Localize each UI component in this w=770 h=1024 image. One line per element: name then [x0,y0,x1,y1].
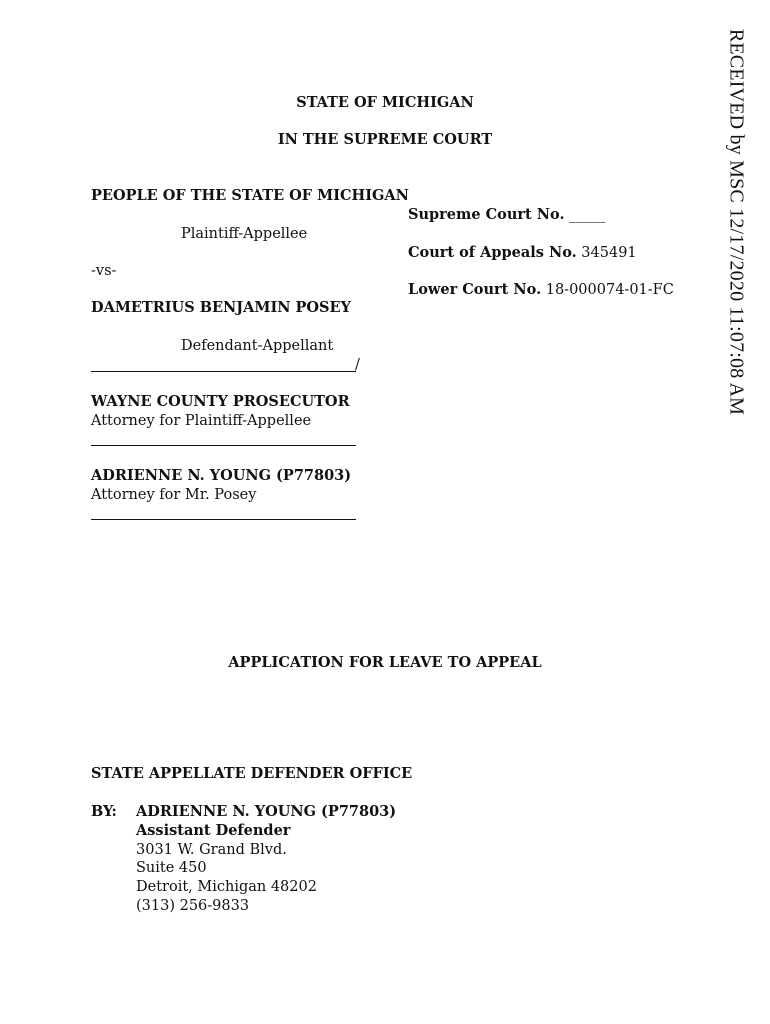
lower-court-number [408,281,674,299]
supreme-court-number [408,206,605,224]
signatory-name: ADRIENNE N. YOUNG (P77803) [136,803,397,820]
supreme-court-number-label: Supreme Court No. [408,206,565,223]
address-line: Suite 450 [136,860,207,876]
address-line: Detroit, Michigan 48202 [136,879,317,895]
defense-attorney-name: ADRIENNE N. YOUNG (P77803) [91,467,352,484]
received-stamp: RECEIVED by MSC 12/17/2020 11:07:08 AM [725,28,748,416]
lower-court-number-label: Lower Court No. [408,281,542,298]
plaintiff-name: PEOPLE OF THE STATE OF MICHIGAN [91,187,409,204]
defendant-name: DAMETRIUS BENJAMIN POSEY [91,299,351,316]
office-name: STATE APPELLATE DEFENDER OFFICE [91,765,413,782]
prosecutor-rule [91,445,356,446]
by-label: BY: [91,803,117,820]
signatory-title: Assistant Defender [136,822,291,839]
court-heading: IN THE SUPREME COURT [277,131,493,148]
phone-number: (313) 256-9833 [136,898,250,914]
address-line: 3031 W. Grand Blvd. [136,842,287,858]
lower-court-number-value: 18-000074-01-FC [545,282,674,298]
prosecutor-name: WAYNE COUNTY PROSECUTOR [91,393,350,410]
court-of-appeals-number-label: Court of Appeals No. [408,244,577,261]
supreme-court-number-value: _____ [569,207,606,223]
document-title: APPLICATION FOR LEAVE TO APPEAL [228,654,542,671]
plaintiff-role: Plaintiff-Appellee [181,226,308,242]
caption-slash: / [355,357,360,373]
caption-rule [91,371,356,372]
prosecutor-role: Attorney for Plaintiff-Appellee [91,413,312,429]
court-of-appeals-number [408,244,637,262]
defense-attorney-role: Attorney for Mr. Posey [91,487,257,503]
defendant-role: Defendant-Appellant [181,338,334,354]
court-of-appeals-number-value: 345491 [581,245,637,261]
defense-attorney-rule [91,519,356,520]
versus-label: -vs- [91,263,117,279]
state-heading: STATE OF MICHIGAN [296,94,474,111]
